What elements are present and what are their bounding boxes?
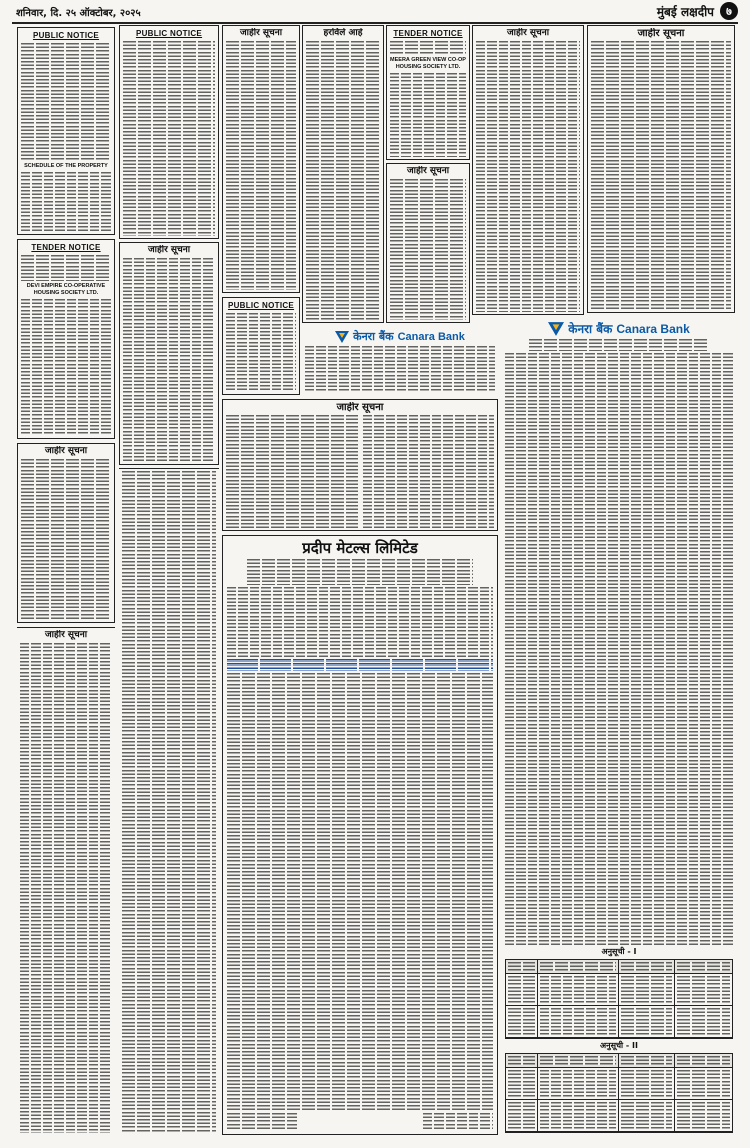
text-lines <box>677 1008 730 1035</box>
signature-row <box>227 1113 493 1131</box>
schedule-1-table <box>505 947 733 1039</box>
notice-title: जाहीर सूचना <box>44 446 88 456</box>
canara-triangle-icon <box>335 331 349 343</box>
notice-title: PUBLIC NOTICE <box>227 301 295 310</box>
text-lines <box>540 976 616 1003</box>
table-cell <box>619 1100 676 1132</box>
text-lines <box>305 346 495 393</box>
schedule-2-grid <box>505 1053 733 1133</box>
canara-triangle-icon <box>548 322 564 336</box>
page-number: ७ <box>720 2 738 20</box>
society-name: MEERA GREEN VIEW CO-OP HOUSING SOCIETY LTD. <box>390 57 466 70</box>
text-lines <box>677 1070 730 1097</box>
text-lines <box>677 962 730 971</box>
text-lines <box>508 962 535 971</box>
bank-name-hindi: केनरा बैंक <box>353 330 394 343</box>
text-lines <box>621 1102 673 1129</box>
text-lines <box>540 1056 616 1065</box>
table-cell <box>538 1006 619 1038</box>
text-lines <box>621 1008 673 1035</box>
public-notice-marathi-col1b <box>17 627 115 1135</box>
table-cell <box>619 1006 676 1038</box>
public-notice-marathi-col2 <box>119 242 219 465</box>
public-notice-col2 <box>119 25 219 239</box>
text-lines <box>21 255 111 281</box>
table-header-cell <box>619 960 676 974</box>
table-header-cell <box>538 1054 619 1068</box>
notice-title: TENDER NOTICE <box>31 243 101 252</box>
text-lines <box>390 41 466 55</box>
text-lines <box>123 258 215 462</box>
table-cell <box>506 1100 538 1132</box>
bank-name-english: Canara Bank <box>616 321 690 336</box>
notice-title: PUBLIC NOTICE <box>135 29 203 38</box>
text-lines <box>226 41 296 290</box>
date-place-lines <box>227 1113 297 1131</box>
text-lines <box>505 353 733 945</box>
text-lines <box>621 1070 673 1097</box>
masthead-rule <box>12 22 738 24</box>
text-lines <box>363 415 495 528</box>
notice-title: जाहीर सूचना <box>406 166 450 176</box>
table-header-cell <box>506 1054 538 1068</box>
text-lines <box>621 962 673 971</box>
table-cell <box>619 974 676 1006</box>
canara-bank-notice-right <box>502 318 736 1135</box>
company-name: प्रदीप मेटल्स लिमिटेड <box>302 539 418 557</box>
public-notice-col1 <box>17 27 115 235</box>
notice-title: हरविले आहे <box>323 28 363 38</box>
public-notice-marathi-col7 <box>587 25 735 313</box>
notice-title: जाहीर सूचना <box>239 28 283 38</box>
text-lines <box>621 976 673 1003</box>
link-lines <box>227 659 493 671</box>
text-lines <box>677 1102 730 1129</box>
text-lines <box>677 1056 730 1065</box>
notice-title: जाहीर सूचना <box>637 28 685 39</box>
text-lines <box>21 172 111 232</box>
text-lines <box>306 41 380 320</box>
text-lines <box>226 313 296 392</box>
paper-name: मुंबई लक्षदीप <box>656 4 714 19</box>
table-header-cell <box>506 960 538 974</box>
notice-title: जाहीर सूचना <box>336 402 384 413</box>
table-cell <box>675 1006 732 1038</box>
text-lines <box>20 643 112 1133</box>
table-header-cell <box>619 1054 676 1068</box>
table-cell <box>506 1006 538 1038</box>
bank-address-lines <box>529 339 709 351</box>
table-cell <box>619 1068 676 1100</box>
text-lines <box>226 415 358 528</box>
schedule-2-title: अनुसूची - II <box>600 1041 638 1050</box>
text-lines <box>21 459 111 620</box>
lost-notice-col4 <box>302 25 384 323</box>
text-lines <box>508 976 535 1003</box>
table-cell <box>675 1100 732 1132</box>
text-lines <box>508 1008 535 1035</box>
text-lines <box>508 1102 535 1129</box>
issue-date: शनिवार, दि. २५ ऑक्टोबर, २०२५ <box>16 8 141 19</box>
tender-notice-col5 <box>386 25 470 160</box>
notice-body-columns <box>226 415 494 528</box>
table-header-cell <box>675 960 732 974</box>
public-notice-marathi-col5 <box>386 163 470 323</box>
tender-notice-col1 <box>17 239 115 439</box>
canara-bank-notice-center <box>302 327 498 395</box>
text-lines <box>21 299 111 436</box>
text-lines <box>540 962 616 971</box>
table-cell <box>538 1100 619 1132</box>
text-lines <box>508 1070 535 1097</box>
pradeep-metals-notice <box>222 535 498 1135</box>
public-notice-marathi-center <box>222 399 498 531</box>
table-header-cell <box>538 960 619 974</box>
schedule-1-grid <box>505 959 733 1039</box>
table-cell <box>675 1068 732 1100</box>
schedule-1-title: अनुसूची - I <box>601 947 637 956</box>
notice-title: TENDER NOTICE <box>393 29 463 38</box>
canara-bank-logo <box>305 329 495 344</box>
notice-title: जाहीर सूचना <box>147 245 191 255</box>
table-cell <box>538 1068 619 1100</box>
text-lines <box>508 1056 535 1065</box>
text-lines <box>540 1070 616 1097</box>
signatory-lines <box>423 1113 493 1131</box>
text-lines <box>621 1056 673 1065</box>
public-notice-marathi-col6 <box>472 25 584 315</box>
table-cell <box>538 974 619 1006</box>
table-cell <box>506 974 538 1006</box>
bank-name-english: Canara Bank <box>397 330 465 343</box>
notice-title: जाहीर सूचना <box>506 28 550 38</box>
text-lines <box>390 73 466 157</box>
notice-text-col2-lower <box>119 468 219 1135</box>
public-notice-col3 <box>222 297 300 395</box>
company-address-lines <box>247 559 473 585</box>
table-cell <box>506 1068 538 1100</box>
bank-name-hindi: केनरा बैंक <box>568 322 613 336</box>
text-lines <box>390 179 466 320</box>
text-lines <box>227 673 493 1111</box>
text-lines <box>123 41 215 236</box>
text-lines <box>677 976 730 1003</box>
schedule-2-table <box>505 1041 733 1133</box>
table-header-cell <box>675 1054 732 1068</box>
text-lines <box>476 41 580 312</box>
text-lines <box>591 41 731 310</box>
masthead-right <box>657 2 738 20</box>
notice-title: PUBLIC NOTICE <box>32 31 100 40</box>
table-cell <box>675 974 732 1006</box>
public-notice-marathi-col3 <box>222 25 300 293</box>
text-lines <box>540 1008 616 1035</box>
public-notice-marathi-col1a <box>17 443 115 623</box>
society-name: DEVI EMPIRE CO-OPERATIVE HOUSING SOCIETY LTD. <box>26 283 106 296</box>
notice-title: जाहीर सूचना <box>44 630 88 640</box>
text-lines <box>227 587 493 657</box>
canara-bank-logo <box>505 320 733 337</box>
text-lines <box>21 43 111 161</box>
text-lines <box>540 1102 616 1129</box>
text-lines <box>122 471 216 1133</box>
notice-subheading: SCHEDULE OF THE PROPERTY <box>24 163 108 169</box>
